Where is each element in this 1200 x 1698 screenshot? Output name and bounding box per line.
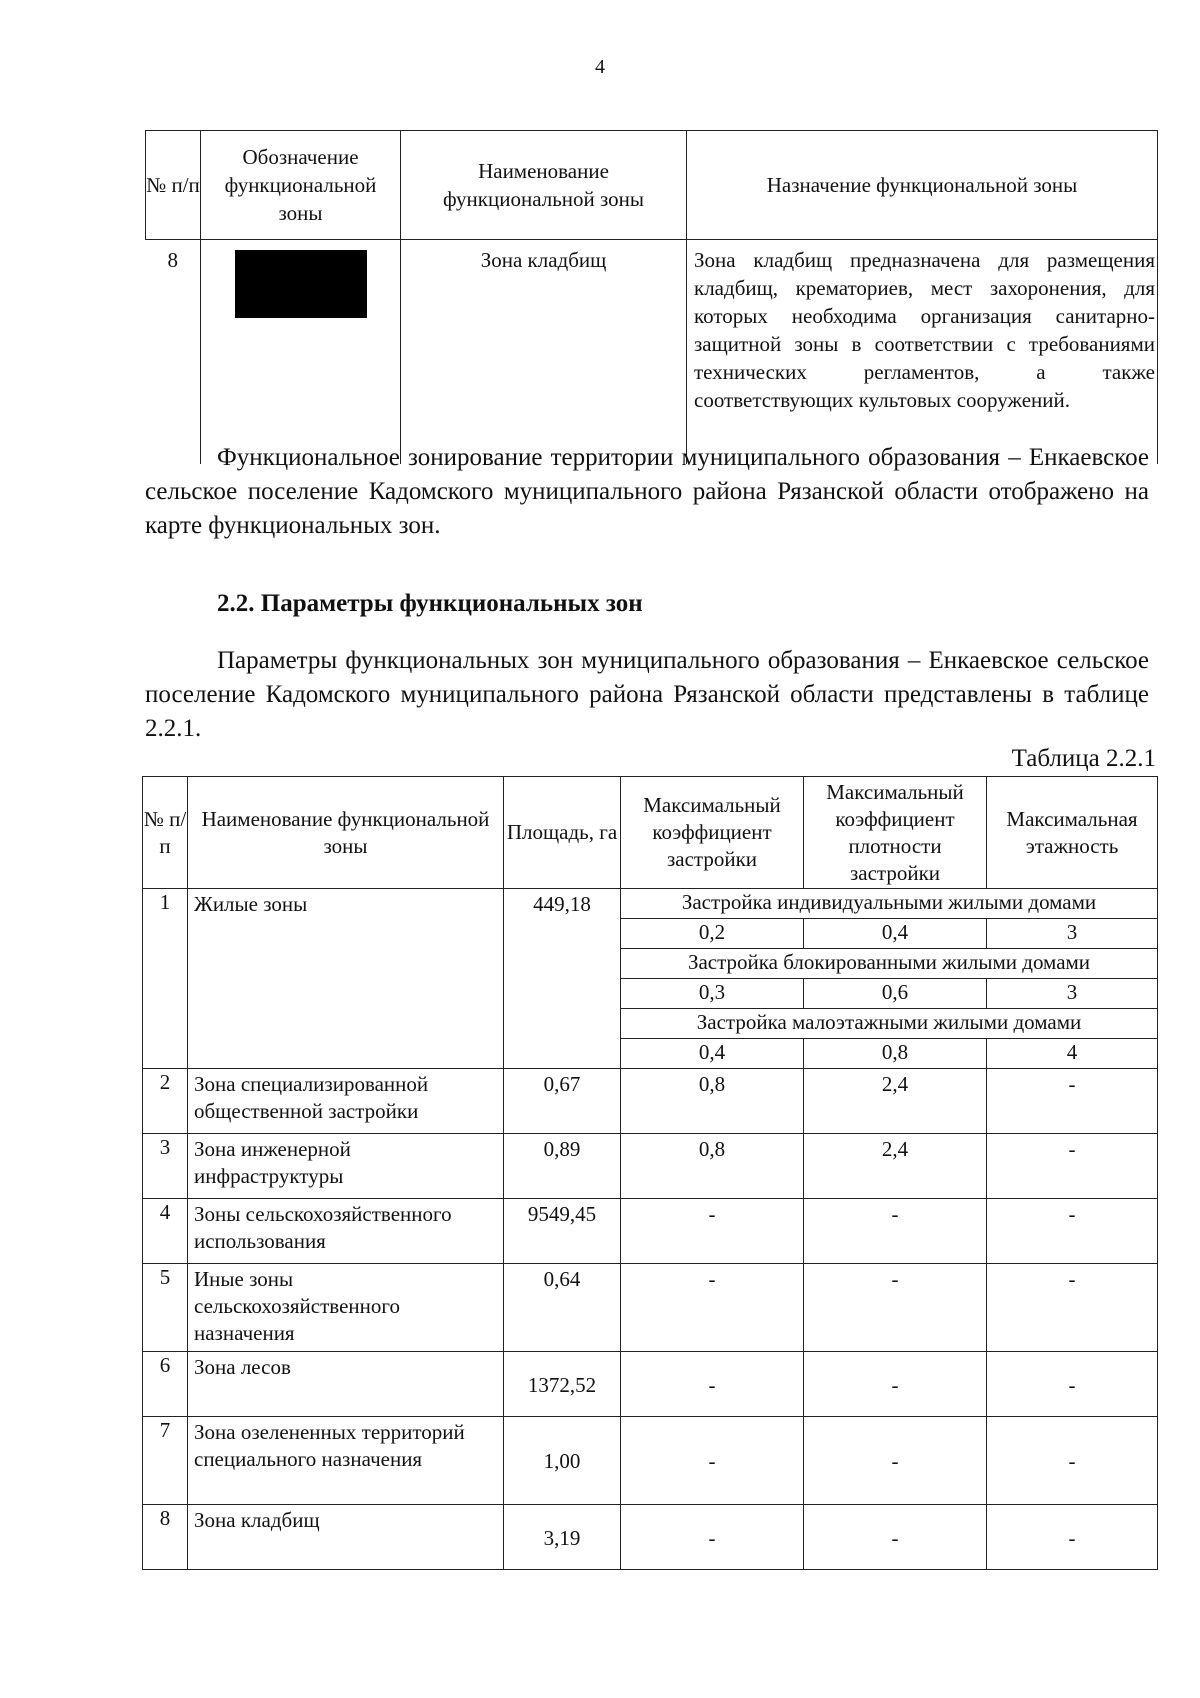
table-row bbox=[143, 1352, 1158, 1417]
params-header-row bbox=[143, 777, 1158, 889]
row-num: 3 bbox=[143, 1134, 188, 1199]
row-num: 2 bbox=[143, 1069, 188, 1134]
params-table bbox=[142, 776, 1158, 1570]
header-max-floors: Максимальная этажность bbox=[987, 777, 1158, 889]
row-coef: - bbox=[621, 1505, 804, 1570]
header-num: № п/п bbox=[146, 131, 201, 240]
row-area: 0,89 bbox=[504, 1134, 621, 1199]
row-zone-name: Зона озелененных территорий специального назначения bbox=[188, 1417, 504, 1505]
row-density: - bbox=[804, 1352, 987, 1417]
row-area: 449,18 bbox=[504, 889, 621, 1069]
row-num: 1 bbox=[143, 889, 188, 1069]
row-area: 1,00 bbox=[504, 1417, 621, 1505]
zone-purpose: Зона кладбищ предназначена для размещения кладбищ, крематориев, мест захоронения, для которых необходима организация санитарно-защитной зоны в соответствии с требованиями технических регламентов, а также соответствующих культовых сооружений. bbox=[687, 240, 1158, 465]
row-zone-name: Зона кладбищ bbox=[188, 1505, 504, 1570]
row-coef: - bbox=[621, 1417, 804, 1505]
row-zone-name: Зона инженерной инфраструктуры bbox=[188, 1134, 504, 1199]
zone-color-swatch bbox=[235, 250, 367, 318]
header-area: Площадь, га bbox=[504, 777, 621, 889]
building-type-title: Застройка малоэтажными жилыми домами bbox=[621, 1009, 1158, 1039]
intro-paragraph: Функциональное зонирование территории муниципального образования – Енкаевское сельское поселение Кадомского муниципального района Рязанской области отображено на карте функциональных зон. bbox=[145, 444, 1149, 539]
header-name: Наименование функциональной зоны bbox=[401, 131, 687, 240]
designation-cell bbox=[201, 240, 401, 465]
header-max-coef-density: Максимальный коэффициент плотности застройки bbox=[804, 777, 987, 889]
header-designation: Обозначение функциональной зоны bbox=[201, 131, 401, 240]
table-row bbox=[143, 1264, 1158, 1352]
row-density: - bbox=[804, 1505, 987, 1570]
table-row bbox=[143, 1134, 1158, 1199]
row-num: 6 bbox=[143, 1352, 188, 1417]
zone-designation-table bbox=[145, 130, 1158, 464]
building-type-title: Застройка блокированными жилыми домами bbox=[621, 949, 1158, 979]
row-density: - bbox=[804, 1264, 987, 1352]
row-area: 0,64 bbox=[504, 1264, 621, 1352]
table-row bbox=[143, 1417, 1158, 1505]
row-zone-name: Зоны сельскохозяйственного использования bbox=[188, 1199, 504, 1264]
row-num: 5 bbox=[143, 1264, 188, 1352]
row-floors: - bbox=[987, 1199, 1158, 1264]
row-zone-name: Зона лесов bbox=[188, 1352, 504, 1417]
table-row bbox=[143, 1199, 1158, 1264]
table-row bbox=[143, 889, 1158, 919]
building-type-title: Застройка индивидуальными жилыми домами bbox=[621, 889, 1158, 919]
row-coef: 0,2 bbox=[621, 919, 804, 949]
row-area: 9549,45 bbox=[504, 1199, 621, 1264]
row-coef: 0,8 bbox=[621, 1134, 804, 1199]
row-floors: - bbox=[987, 1264, 1158, 1352]
row-zone-name: Зона специализированной общественной застройки bbox=[188, 1069, 504, 1134]
row-density: 2,4 bbox=[804, 1069, 987, 1134]
row-density: 0,6 bbox=[804, 979, 987, 1009]
row-area: 1372,52 bbox=[504, 1352, 621, 1417]
page-number: 4 bbox=[595, 56, 605, 78]
row-num: 8 bbox=[146, 240, 201, 465]
row-coef: 0,3 bbox=[621, 979, 804, 1009]
row-density: - bbox=[804, 1199, 987, 1264]
row-area: 0,67 bbox=[504, 1069, 621, 1134]
row-coef: - bbox=[621, 1264, 804, 1352]
table-caption: Таблица 2.2.1 bbox=[1011, 745, 1156, 772]
row-floors: 3 bbox=[987, 919, 1158, 949]
zone-name: Зона кладбищ bbox=[401, 240, 687, 465]
header-num: № п/п bbox=[143, 777, 188, 889]
row-floors: 4 bbox=[987, 1039, 1158, 1069]
header-max-coef-built: Максимальный коэффициент застройки bbox=[621, 777, 804, 889]
row-density: 0,8 bbox=[804, 1039, 987, 1069]
row-floors: 3 bbox=[987, 979, 1158, 1009]
row-density: 0,4 bbox=[804, 919, 987, 949]
row-coef: - bbox=[621, 1199, 804, 1264]
table-row bbox=[143, 1505, 1158, 1570]
zone-table-header-row bbox=[146, 131, 1158, 240]
row-floors: - bbox=[987, 1505, 1158, 1570]
row-num: 4 bbox=[143, 1199, 188, 1264]
row-num: 7 bbox=[143, 1417, 188, 1505]
row-floors: - bbox=[987, 1069, 1158, 1134]
row-area: 3,19 bbox=[504, 1505, 621, 1570]
row-density: 2,4 bbox=[804, 1134, 987, 1199]
params-paragraph: Параметры функциональных зон муниципального образования – Енкаевское сельское поселение Кадомского муниципального района Рязанской области представлены в таблице 2.2.1. bbox=[145, 647, 1149, 742]
row-floors: - bbox=[987, 1134, 1158, 1199]
row-coef: - bbox=[621, 1352, 804, 1417]
row-floors: - bbox=[987, 1352, 1158, 1417]
header-name: Наименование функциональной зоны bbox=[188, 777, 504, 889]
row-density: - bbox=[804, 1417, 987, 1505]
zone-table-row bbox=[146, 240, 1158, 465]
row-floors: - bbox=[987, 1417, 1158, 1505]
row-zone-name: Иные зоны сельскохозяйственного назначения bbox=[188, 1264, 504, 1352]
table-row bbox=[143, 1069, 1158, 1134]
row-coef: 0,8 bbox=[621, 1069, 804, 1134]
header-purpose: Назначение функциональной зоны bbox=[687, 131, 1158, 240]
row-zone-name: Жилые зоны bbox=[188, 889, 504, 1069]
section-heading: 2.2. Параметры функциональных зон bbox=[217, 590, 643, 617]
row-coef: 0,4 bbox=[621, 1039, 804, 1069]
row-num: 8 bbox=[143, 1505, 188, 1570]
